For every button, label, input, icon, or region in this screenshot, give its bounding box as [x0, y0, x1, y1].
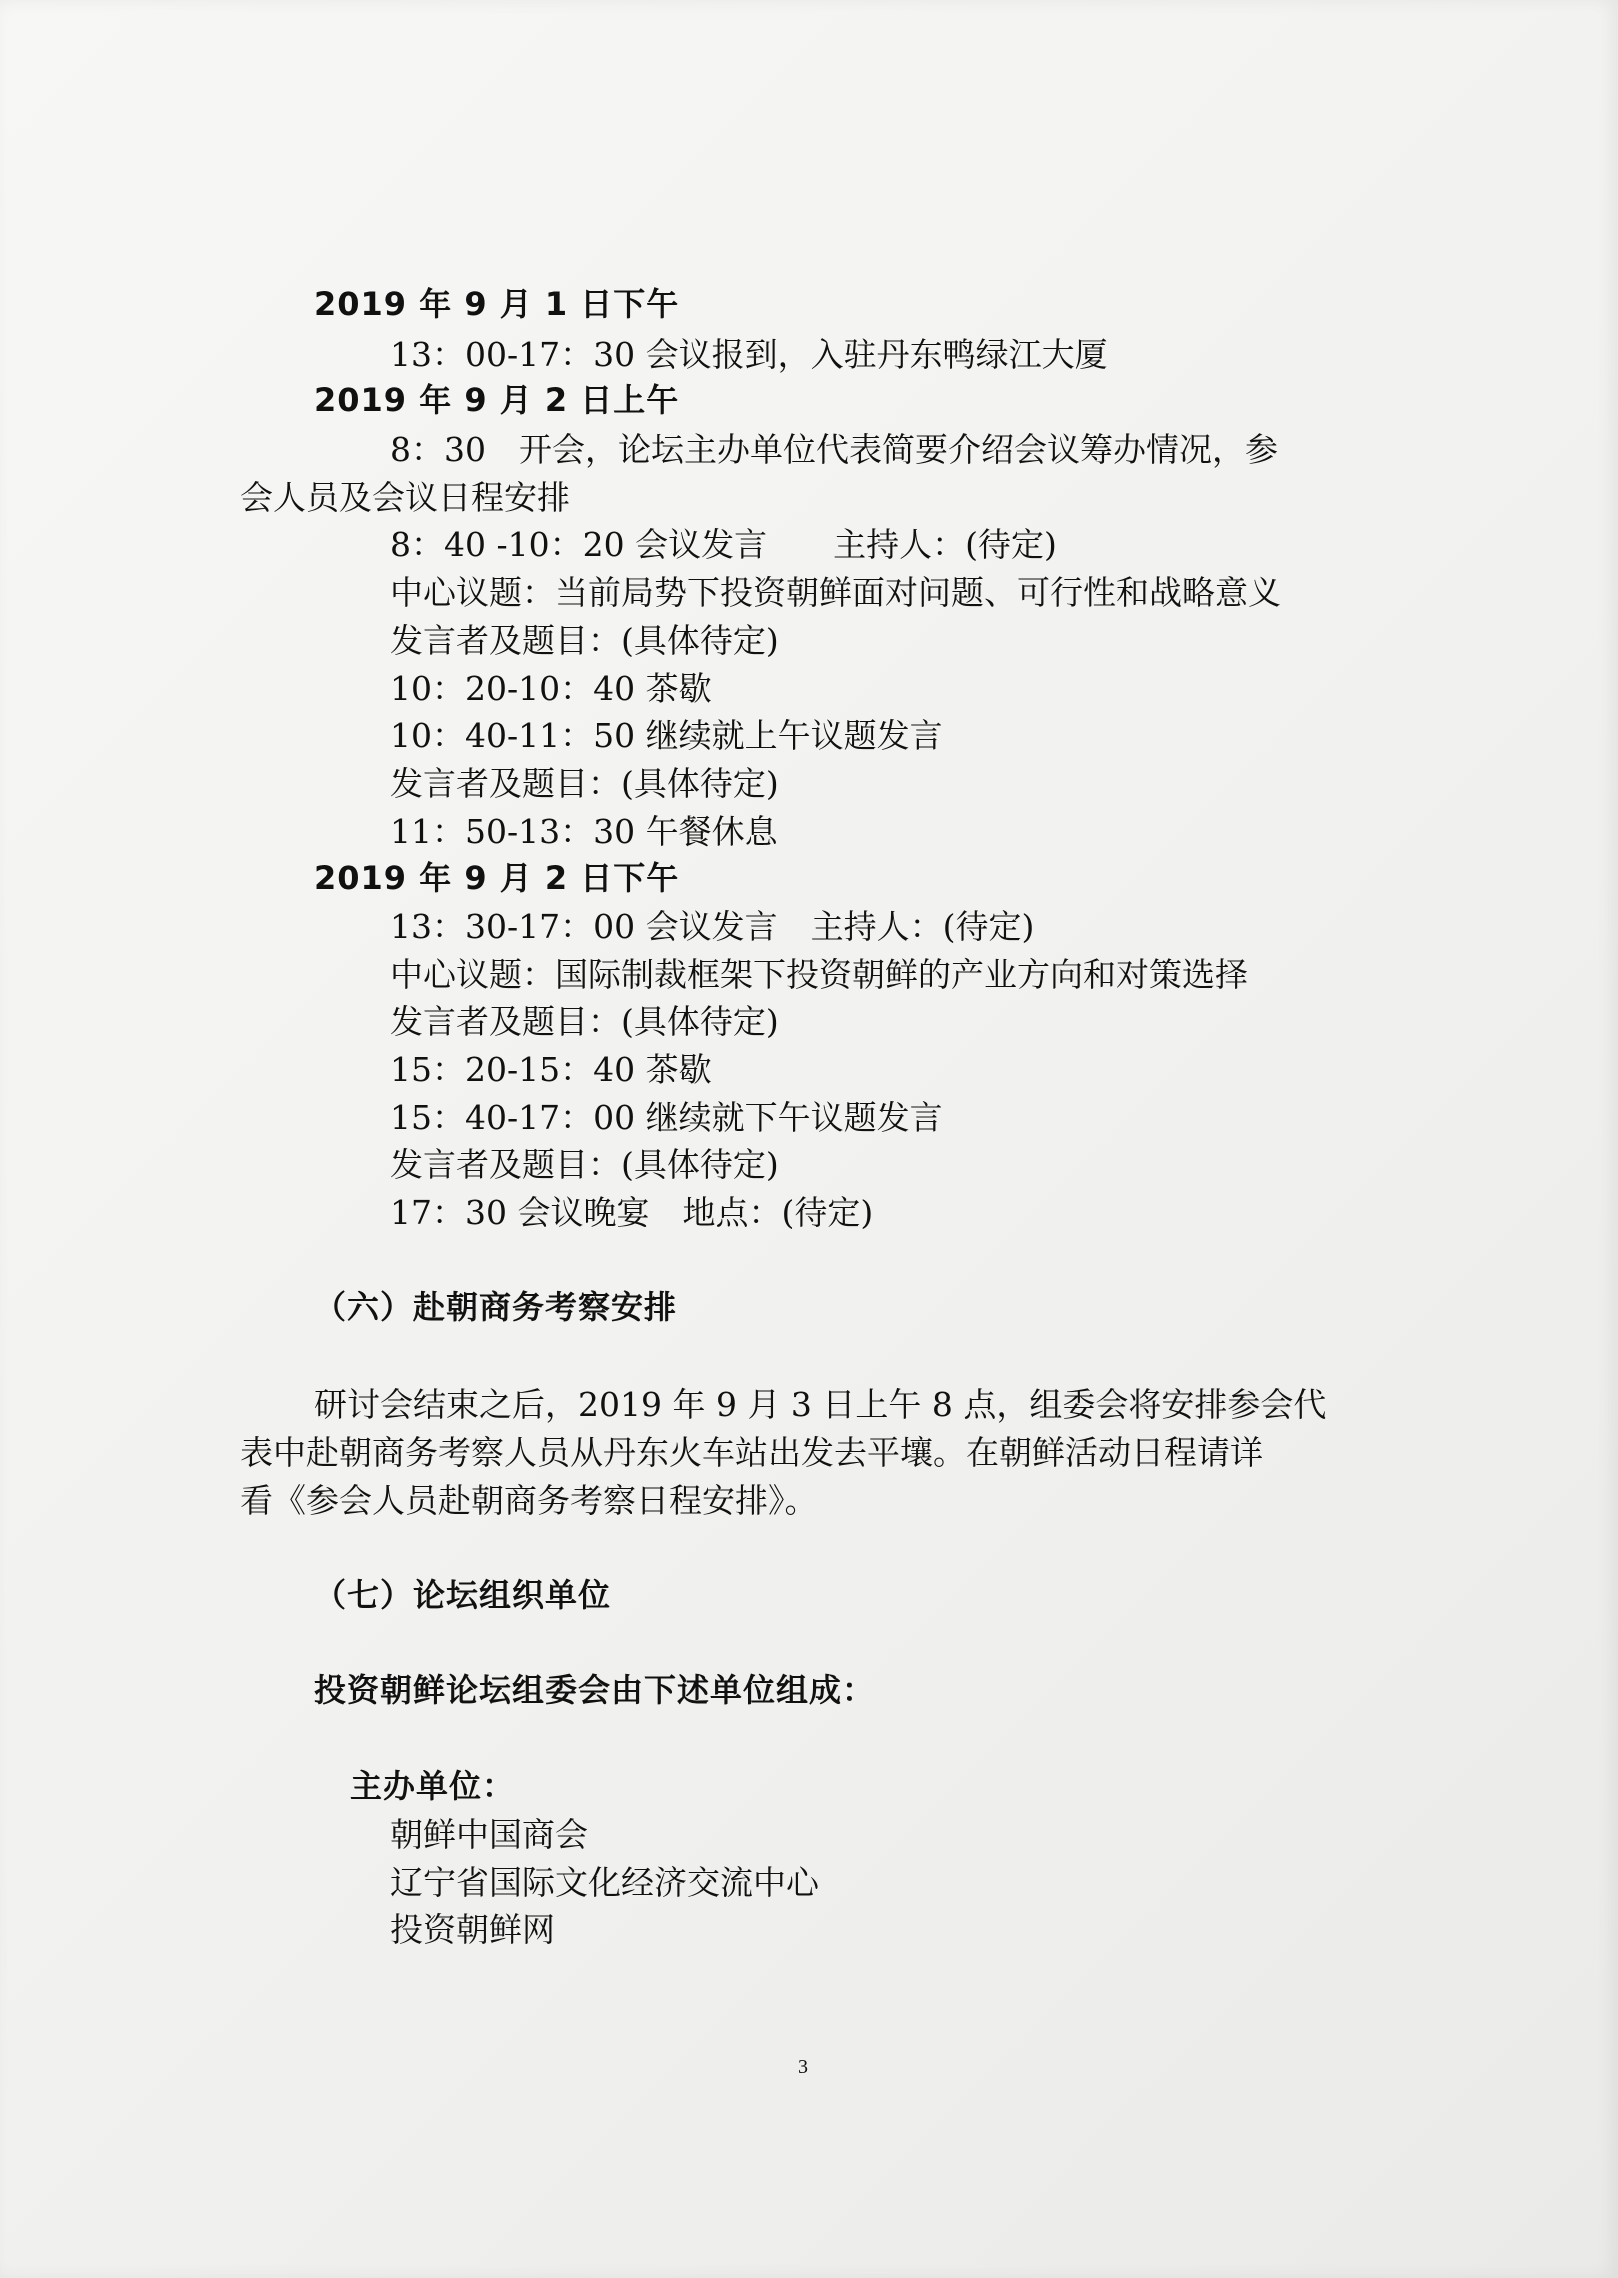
- schedule-item: 发言者及题目：(具体待定): [390, 621, 779, 660]
- schedule-item: 8：40 -10：20 会议发言 主持人：(待定): [390, 525, 1057, 564]
- date-heading-sep2-am: 2019 年 9 月 2 日上午: [314, 381, 680, 419]
- date-heading-sep1-pm: 2019 年 9 月 1 日下午: [314, 285, 680, 323]
- page-number: 3: [798, 2056, 808, 2078]
- schedule-item: 发言者及题目：(具体待定): [390, 1002, 779, 1041]
- schedule-item: 13：00-17：30 会议报到，入驻丹东鸭绿江大厦: [390, 335, 1108, 374]
- organizers-label: 主办单位：: [350, 1767, 516, 1805]
- organizer-item: 投资朝鲜网: [390, 1910, 555, 1949]
- schedule-item: 15：20-15：40 茶歇: [390, 1050, 712, 1089]
- schedule-item: 8：30 开会，论坛主办单位代表简要介绍会议筹办情况，参: [390, 430, 1278, 469]
- date-heading-sep2-pm: 2019 年 9 月 2 日下午: [314, 859, 680, 897]
- section-six-paragraph-line: 研讨会结束之后，2019 年 9 月 3 日上午 8 点，组委会将安排参会代: [314, 1385, 1327, 1424]
- section-seven-intro: 投资朝鲜论坛组委会由下述单位组成：: [314, 1671, 876, 1709]
- schedule-item-continuation: 会人员及会议日程安排: [240, 478, 570, 517]
- organizer-item: 辽宁省国际文化经济交流中心: [390, 1863, 819, 1902]
- section-six-title: （六）赴朝商务考察安排: [314, 1288, 678, 1326]
- organizer-item: 朝鲜中国商会: [390, 1815, 588, 1854]
- schedule-item: 17：30 会议晚宴 地点：(待定): [390, 1193, 874, 1232]
- schedule-item: 中心议题：当前局势下投资朝鲜面对问题、可行性和战略意义: [390, 573, 1281, 612]
- schedule-item: 13：30-17：00 会议发言 主持人：(待定): [390, 907, 1035, 946]
- schedule-item: 11：50-13：30 午餐休息: [390, 812, 778, 851]
- section-seven-title: （七）论坛组织单位: [314, 1576, 612, 1614]
- schedule-item: 发言者及题目：(具体待定): [390, 1145, 779, 1184]
- section-six-paragraph-line: 表中赴朝商务考察人员从丹东火车站出发去平壤。在朝鲜活动日程请详: [240, 1433, 1263, 1472]
- schedule-item: 中心议题：国际制裁框架下投资朝鲜的产业方向和对策选择: [390, 955, 1248, 994]
- section-six-paragraph-line: 看《参会人员赴朝商务考察日程安排》。: [240, 1481, 818, 1520]
- schedule-item: 10：40-11：50 继续就上午议题发言: [390, 716, 943, 755]
- schedule-item: 发言者及题目：(具体待定): [390, 764, 779, 803]
- schedule-item: 10：20-10：40 茶歇: [390, 669, 712, 708]
- schedule-item: 15：40-17：00 继续就下午议题发言: [390, 1098, 943, 1137]
